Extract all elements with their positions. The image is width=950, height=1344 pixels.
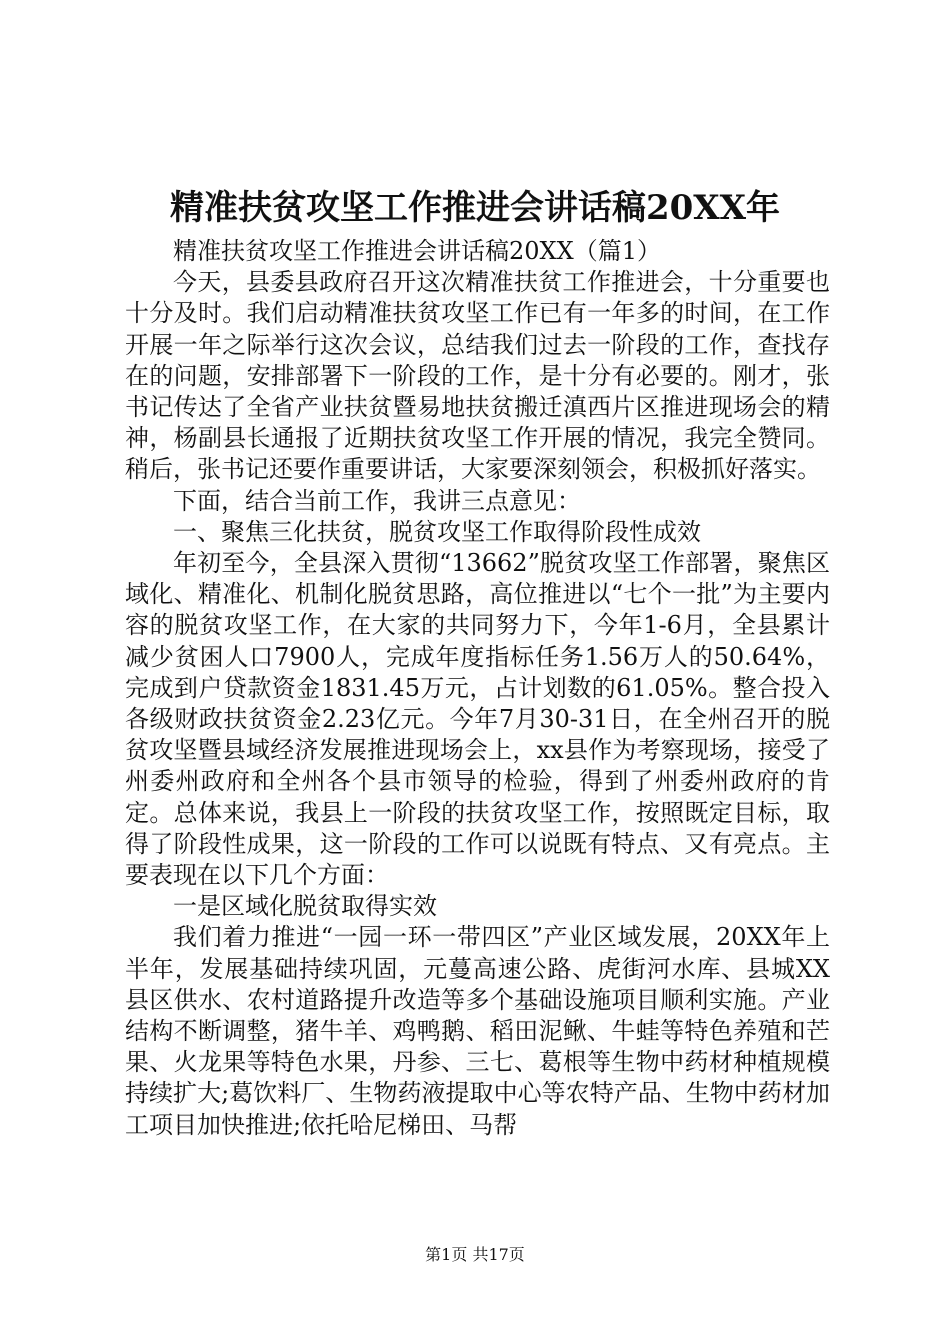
- paragraph: 今天，县委县政府召开这次精准扶贫工作推进会，十分重要也十分及时。我们启动精准扶贫攻坚工作已有一年多的时间，在工作开展一年之际举行这次会议，总结我们过去一阶段的工作，查找存在的问题，安排部署下一阶段的工作，是十分有必要的。刚才，张书记传达了全省产业扶贫暨易地扶贫搬迁滇西片区推进现场会的精神，杨副县长通报了近期扶贫攻坚工作开展的情况，我完全赞同。稍后，张书记还要作重要讲话，大家要深刻领会，积极抓好落实。: [125, 268, 830, 484]
- paragraph: 下面，结合当前工作，我讲三点意见：: [173, 486, 581, 515]
- document-body: [125, 236, 830, 1141]
- paragraph: 我们着力推进“一园一环一带四区”产业区域发展，20XX年上半年，发展基础持续巩固，元蔓高速公路、虎街河水库、县城XX县区供水、农村道路提升改造等多个基础设施项目顺利实施。产业结构不断调整，猪牛羊、鸡鸭鹅、稻田泥鳅、牛蛙等特色养殖和芒果、火龙果等特色水果，丹参、三七、葛根等生物中药材种植规模持续扩大;葛饮料厂、生物药液提取中心等农特产品、生物中药材加工项目加快推进;依托哈尼梯田、马帮: [125, 923, 830, 1139]
- section-heading: 一、聚焦三化扶贫，脱贫攻坚工作取得阶段性成效: [173, 517, 701, 546]
- page-footer: 第1页 共17页: [425, 1245, 525, 1264]
- paragraph: 年初至今，全县深入贯彻“13662”脱贫攻坚工作部署，聚焦区域化、精准化、机制化脱贫思路，高位推进以“七个一批”为主要内容的脱贫攻坚工作，在大家的共同努力下，今年1-6月，全县累计减少贫困人口7900人，完成年度指标任务1.56万人的50.64%，完成到户贷款资金1831.45万元，占计划数的61.05%。整合投入各级财政扶贫资金2.23亿元。今年7月30-31日，在全州召开的脱贫攻坚暨县域经济发展推进现场会上，xx县作为考察现场，接受了州委州政府和全州各个县市领导的检验，得到了州委州政府的肯定。总体来说，我县上一阶段的扶贫攻坚工作，按照既定目标，取得了阶段性成果，这一阶段的工作可以说既有特点、又有亮点。主要表现在以下几个方面：: [125, 549, 830, 890]
- section-heading: 精准扶贫攻坚工作推进会讲话稿20XX（篇1）: [173, 237, 661, 265]
- document-title: 精准扶贫攻坚工作推进会讲话稿20XX年: [169, 188, 781, 228]
- subsection-heading: 一是区域化脱贫取得实效: [173, 892, 437, 921]
